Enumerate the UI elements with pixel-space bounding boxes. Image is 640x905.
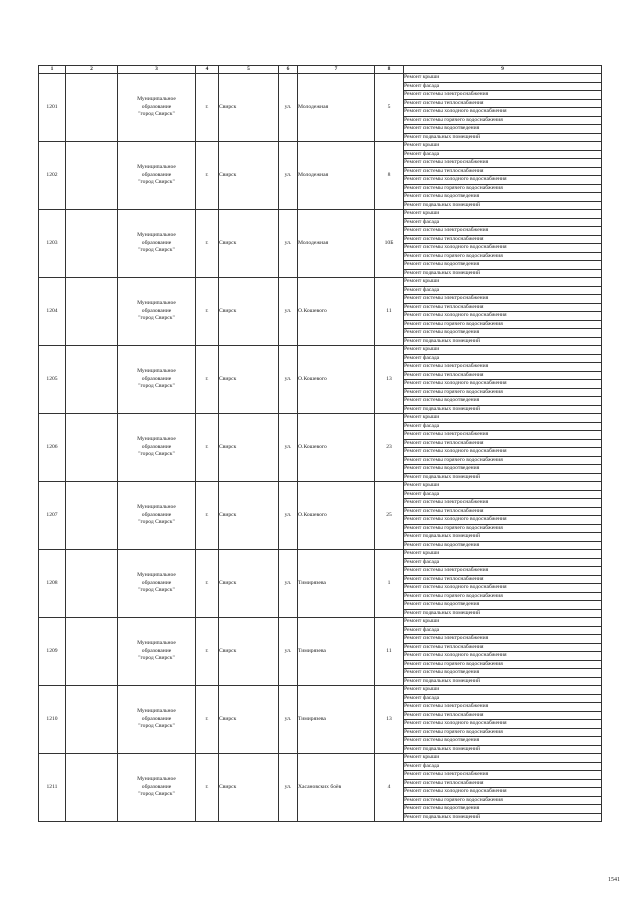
city-name: Свирск (219, 618, 279, 686)
work-item: Ремонт крыши (404, 618, 602, 627)
work-item: Ремонт подвальных помещений (404, 813, 602, 822)
col-header: 7 (298, 66, 375, 74)
municipality-cell (118, 618, 196, 686)
work-item: Ремонт системы водоотведения (404, 465, 602, 474)
city-type: г. (196, 210, 219, 278)
work-item: Ремонт подвальных помещений (404, 133, 602, 142)
col-header: 6 (279, 66, 298, 74)
empty-cell (66, 550, 118, 618)
work-item: Ремонт системы теплоснабжения (404, 507, 602, 516)
work-item: Ремонт системы электроснабжения (404, 635, 602, 644)
municipality-line: Муниципальное (137, 164, 176, 171)
record-number: 1211 (39, 754, 66, 822)
work-item: Ремонт системы электроснабжения (404, 431, 602, 440)
municipality-line: образование (141, 375, 172, 382)
record-number: 1205 (39, 346, 66, 414)
work-item: Ремонт системы электроснабжения (404, 295, 602, 304)
work-item: Ремонт фасада (404, 82, 602, 91)
work-item: Ремонт фасада (404, 286, 602, 295)
work-item: Ремонт подвальных помещений (404, 609, 602, 618)
city-type: г. (196, 550, 219, 618)
table-row (39, 686, 602, 695)
municipality-line: Муниципальное (137, 776, 176, 783)
work-item: Ремонт системы горячего водоснабжения (404, 524, 602, 533)
municipality-cell (118, 210, 196, 278)
work-item: Ремонт системы водоотведения (404, 737, 602, 746)
house-number: 11 (375, 278, 404, 346)
work-item: Ремонт крыши (404, 278, 602, 287)
house-number: 25 (375, 482, 404, 550)
municipality-line: образование (141, 103, 172, 110)
street-type: ул. (279, 482, 298, 550)
work-item: Ремонт системы холодного водоснабжения (404, 380, 602, 389)
record-number: 1204 (39, 278, 66, 346)
street-name: Тимирязева (298, 550, 375, 618)
city-type: г. (196, 754, 219, 822)
street-name: О.Кошевого (298, 414, 375, 482)
street-name: О.Кошевого (298, 278, 375, 346)
municipality-cell (118, 278, 196, 346)
street-name: Тимирязева (298, 618, 375, 686)
empty-cell (66, 74, 118, 142)
empty-cell (66, 142, 118, 210)
col-header: 8 (375, 66, 404, 74)
work-item: Ремонт системы горячего водоснабжения (404, 728, 602, 737)
work-item: Ремонт системы горячего водоснабжения (404, 388, 602, 397)
work-item: Ремонт системы теплоснабжения (404, 99, 602, 108)
work-item: Ремонт крыши (404, 346, 602, 355)
work-item: Ремонт системы электроснабжения (404, 159, 602, 168)
record-number: 1207 (39, 482, 66, 550)
work-item: Ремонт крыши (404, 482, 602, 491)
street-name: Хасановских боёв (298, 754, 375, 822)
table-body (39, 74, 602, 822)
municipality-line: "город Свирск" (138, 247, 175, 254)
work-item: Ремонт системы водоотведения (404, 397, 602, 406)
empty-cell (66, 278, 118, 346)
work-item: Ремонт системы теплоснабжения (404, 235, 602, 244)
header-row (39, 66, 602, 74)
work-item: Ремонт системы электроснабжения (404, 363, 602, 372)
municipality-cell (118, 74, 196, 142)
work-item: Ремонт системы теплоснабжения (404, 167, 602, 176)
city-type: г. (196, 414, 219, 482)
work-item: Ремонт системы водоотведения (404, 541, 602, 550)
municipality-cell (118, 346, 196, 414)
street-type: ул. (279, 210, 298, 278)
table-row (39, 210, 602, 219)
work-item: Ремонт системы холодного водоснабжения (404, 244, 602, 253)
work-item: Ремонт системы горячего водоснабжения (404, 660, 602, 669)
col-header: 5 (219, 66, 279, 74)
page-number: 1541 (608, 877, 620, 883)
table-row (39, 754, 602, 763)
city-type: г. (196, 142, 219, 210)
work-item: Ремонт системы горячего водоснабжения (404, 456, 602, 465)
municipality-line: Муниципальное (137, 640, 176, 647)
work-item: Ремонт фасада (404, 490, 602, 499)
city-name: Свирск (219, 142, 279, 210)
work-item: Ремонт системы холодного водоснабжения (404, 516, 602, 525)
street-type: ул. (279, 754, 298, 822)
work-item: Ремонт крыши (404, 754, 602, 763)
street-type: ул. (279, 74, 298, 142)
city-name: Свирск (219, 550, 279, 618)
city-type: г. (196, 686, 219, 754)
work-item: Ремонт фасада (404, 626, 602, 635)
empty-cell (66, 686, 118, 754)
municipality-cell (118, 754, 196, 822)
house-number: 8 (375, 142, 404, 210)
city-name: Свирск (219, 482, 279, 550)
work-item: Ремонт подвальных помещений (404, 405, 602, 414)
street-name: Молодежная (298, 210, 375, 278)
house-number: 5 (375, 74, 404, 142)
record-number: 1210 (39, 686, 66, 754)
house-number: 10Б (375, 210, 404, 278)
city-name: Свирск (219, 210, 279, 278)
municipality-line: образование (141, 647, 172, 654)
work-item: Ремонт системы водоотведения (404, 805, 602, 814)
work-item: Ремонт системы горячего водоснабжения (404, 320, 602, 329)
table-row (39, 278, 602, 287)
municipality-line: "город Свирск" (138, 519, 175, 526)
table-row (39, 142, 602, 151)
municipality-cell (118, 482, 196, 550)
municipality-line: образование (141, 171, 172, 178)
municipality-cell (118, 414, 196, 482)
house-number: 23 (375, 414, 404, 482)
municipality-line: образование (141, 307, 172, 314)
work-item: Ремонт системы теплоснабжения (404, 439, 602, 448)
work-item: Ремонт подвальных помещений (404, 473, 602, 482)
record-number: 1206 (39, 414, 66, 482)
work-item: Ремонт системы электроснабжения (404, 227, 602, 236)
city-type: г. (196, 346, 219, 414)
empty-cell (66, 482, 118, 550)
work-item: Ремонт системы водоотведения (404, 125, 602, 134)
street-name: Молодежная (298, 74, 375, 142)
street-name: Тимирязева (298, 686, 375, 754)
table-row (39, 482, 602, 491)
work-item: Ремонт системы холодного водоснабжения (404, 312, 602, 321)
municipality-line: Муниципальное (137, 368, 176, 375)
house-number: 13 (375, 346, 404, 414)
work-item: Ремонт системы теплоснабжения (404, 303, 602, 312)
municipality-line: Муниципальное (137, 300, 176, 307)
municipality-line: Муниципальное (137, 436, 176, 443)
work-item: Ремонт системы теплоснабжения (404, 711, 602, 720)
municipality-line: Муниципальное (137, 708, 176, 715)
work-item: Ремонт системы холодного водоснабжения (404, 720, 602, 729)
work-item: Ремонт фасада (404, 218, 602, 227)
work-item: Ремонт системы электроснабжения (404, 703, 602, 712)
col-header: 9 (404, 66, 602, 74)
city-name: Свирск (219, 414, 279, 482)
municipality-line: "город Свирск" (138, 451, 175, 458)
empty-cell (66, 618, 118, 686)
record-number: 1209 (39, 618, 66, 686)
work-item: Ремонт фасада (404, 558, 602, 567)
work-item: Ремонт подвальных помещений (404, 533, 602, 542)
work-item: Ремонт системы электроснабжения (404, 567, 602, 576)
work-item: Ремонт системы холодного водоснабжения (404, 108, 602, 117)
work-item: Ремонт системы холодного водоснабжения (404, 176, 602, 185)
municipality-line: Муниципальное (137, 232, 176, 239)
table-row (39, 74, 602, 83)
municipality-line: Муниципальное (137, 504, 176, 511)
work-item: Ремонт фасада (404, 762, 602, 771)
municipality-line: "город Свирск" (138, 111, 175, 118)
city-name: Свирск (219, 346, 279, 414)
table-row (39, 618, 602, 627)
city-type: г. (196, 278, 219, 346)
work-item: Ремонт системы водоотведения (404, 669, 602, 678)
work-item: Ремонт крыши (404, 210, 602, 219)
empty-cell (66, 346, 118, 414)
empty-cell (66, 754, 118, 822)
city-name: Свирск (219, 278, 279, 346)
municipality-cell (118, 142, 196, 210)
col-header: 2 (66, 66, 118, 74)
house-number: 13 (375, 686, 404, 754)
work-item: Ремонт системы теплоснабжения (404, 779, 602, 788)
work-item: Ремонт системы холодного водоснабжения (404, 584, 602, 593)
street-type: ул. (279, 346, 298, 414)
record-number: 1203 (39, 210, 66, 278)
city-name: Свирск (219, 686, 279, 754)
municipality-line: образование (141, 715, 172, 722)
work-item: Ремонт подвальных помещений (404, 745, 602, 754)
col-header: 4 (196, 66, 219, 74)
house-number: 4 (375, 754, 404, 822)
repair-program-table (38, 65, 602, 822)
work-item: Ремонт крыши (404, 74, 602, 83)
street-type: ул. (279, 550, 298, 618)
table-row (39, 346, 602, 355)
work-item: Ремонт системы горячего водоснабжения (404, 116, 602, 125)
municipality-line: образование (141, 783, 172, 790)
col-header: 1 (39, 66, 66, 74)
street-type: ул. (279, 618, 298, 686)
work-item: Ремонт фасада (404, 354, 602, 363)
work-item: Ремонт подвальных помещений (404, 269, 602, 278)
col-header: 3 (118, 66, 196, 74)
municipality-line: образование (141, 511, 172, 518)
work-item: Ремонт системы теплоснабжения (404, 371, 602, 380)
work-item: Ремонт системы электроснабжения (404, 771, 602, 780)
work-item: Ремонт системы электроснабжения (404, 499, 602, 508)
municipality-line: "город Свирск" (138, 179, 175, 186)
municipality-line: образование (141, 579, 172, 586)
work-item: Ремонт системы водоотведения (404, 261, 602, 270)
work-item: Ремонт крыши (404, 414, 602, 423)
work-item: Ремонт системы горячего водоснабжения (404, 796, 602, 805)
record-number: 1201 (39, 74, 66, 142)
work-item: Ремонт системы горячего водоснабжения (404, 252, 602, 261)
record-number: 1202 (39, 142, 66, 210)
work-item: Ремонт системы водоотведения (404, 193, 602, 202)
street-name: О.Кошевого (298, 346, 375, 414)
municipality-line: "город Свирск" (138, 791, 175, 798)
street-type: ул. (279, 142, 298, 210)
work-item: Ремонт системы горячего водоснабжения (404, 592, 602, 601)
city-type: г. (196, 74, 219, 142)
work-item: Ремонт крыши (404, 142, 602, 151)
work-item: Ремонт системы теплоснабжения (404, 575, 602, 584)
work-item: Ремонт подвальных помещений (404, 201, 602, 210)
city-type: г. (196, 482, 219, 550)
work-item: Ремонт крыши (404, 550, 602, 559)
table-row (39, 550, 602, 559)
work-item: Ремонт фасада (404, 694, 602, 703)
municipality-line: "город Свирск" (138, 587, 175, 594)
street-type: ул. (279, 686, 298, 754)
work-item: Ремонт системы горячего водоснабжения (404, 184, 602, 193)
municipality-line: образование (141, 239, 172, 246)
municipality-line: "город Свирск" (138, 655, 175, 662)
work-item: Ремонт системы холодного водоснабжения (404, 652, 602, 661)
house-number: 1 (375, 550, 404, 618)
municipality-line: Муниципальное (137, 96, 176, 103)
work-item: Ремонт системы водоотведения (404, 601, 602, 610)
record-number: 1208 (39, 550, 66, 618)
street-type: ул. (279, 278, 298, 346)
municipality-line: Муниципальное (137, 572, 176, 579)
empty-cell (66, 210, 118, 278)
city-name: Свирск (219, 754, 279, 822)
city-type: г. (196, 618, 219, 686)
work-item: Ремонт системы электроснабжения (404, 91, 602, 100)
house-number: 11 (375, 618, 404, 686)
municipality-line: "город Свирск" (138, 383, 175, 390)
city-name: Свирск (219, 74, 279, 142)
municipality-line: "город Свирск" (138, 723, 175, 730)
work-item: Ремонт системы холодного водоснабжения (404, 788, 602, 797)
empty-cell (66, 414, 118, 482)
municipality-cell (118, 550, 196, 618)
municipality-line: образование (141, 443, 172, 450)
work-item: Ремонт системы теплоснабжения (404, 643, 602, 652)
work-item: Ремонт подвальных помещений (404, 677, 602, 686)
municipality-line: "город Свирск" (138, 315, 175, 322)
work-item: Ремонт крыши (404, 686, 602, 695)
municipality-cell (118, 686, 196, 754)
street-name: О.Кошевого (298, 482, 375, 550)
work-item: Ремонт фасада (404, 422, 602, 431)
street-name: Молодежная (298, 142, 375, 210)
work-item: Ремонт подвальных помещений (404, 337, 602, 346)
work-item: Ремонт системы водоотведения (404, 329, 602, 338)
table-row (39, 414, 602, 423)
work-item: Ремонт фасада (404, 150, 602, 159)
work-item: Ремонт системы холодного водоснабжения (404, 448, 602, 457)
street-type: ул. (279, 414, 298, 482)
